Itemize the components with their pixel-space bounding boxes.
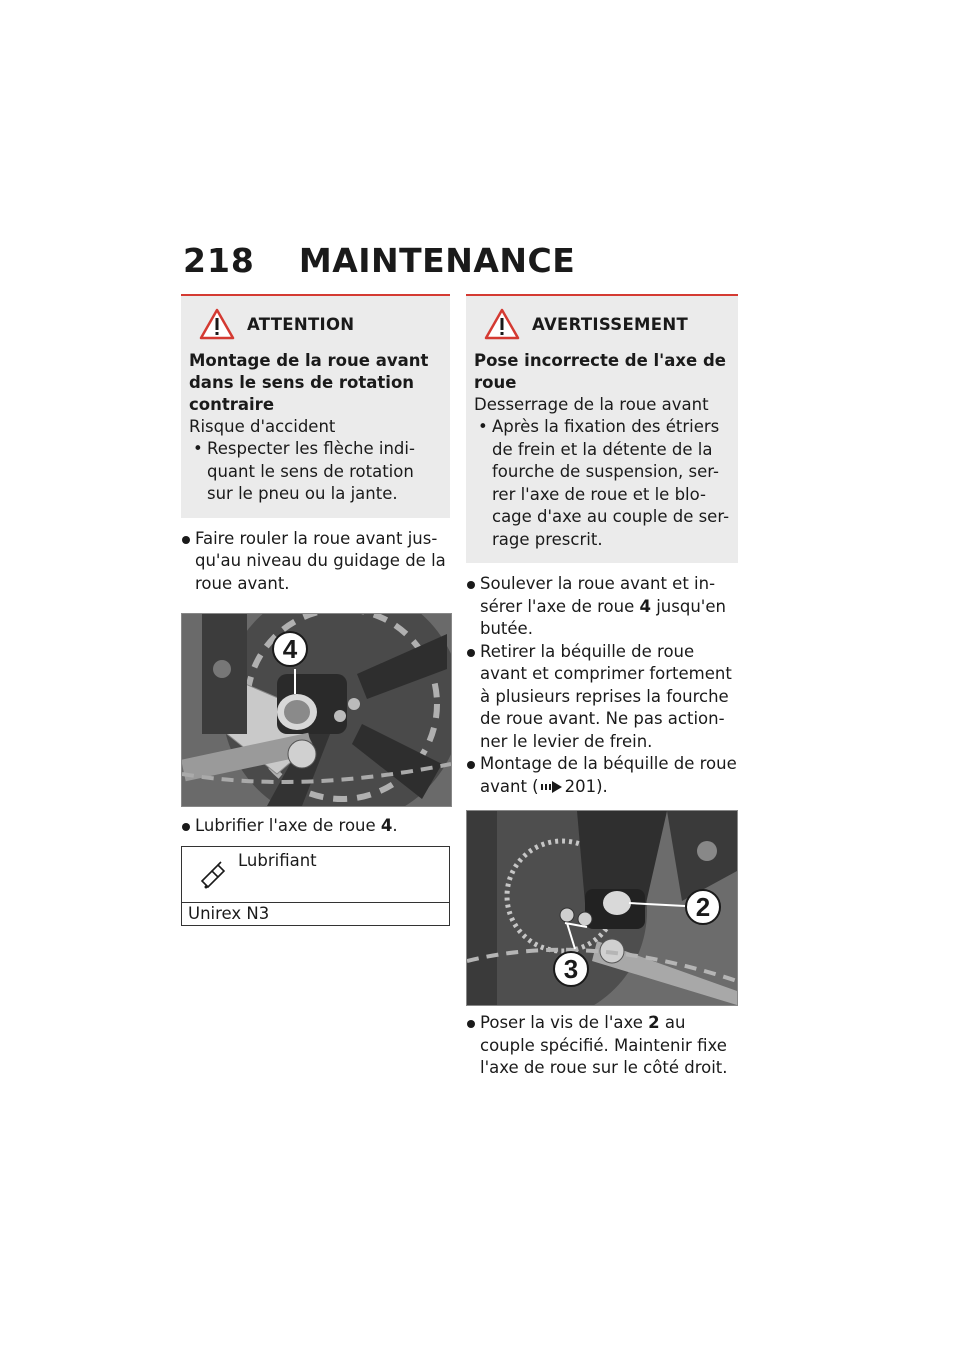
step-item: Montage de la béquille de roue avant ( 201). xyxy=(466,753,738,798)
warning-triangle-icon xyxy=(484,308,520,340)
warning-triangle-icon xyxy=(199,308,235,340)
right-column xyxy=(466,294,738,1080)
warning-list xyxy=(189,438,444,506)
warning-title: Pose incorrecte de l'axe de roue xyxy=(474,351,726,392)
warning-bullet: • Après la fixation des étriers de frein et la détente de la fourche de suspension, ser-rer l'axe de roue et le blo-cage d'axe au couple de ser-rage prescrit. xyxy=(474,416,732,551)
step-list xyxy=(181,528,450,596)
step-item: Lubrifier l'axe de roue 4. xyxy=(181,815,450,838)
page-header xyxy=(183,236,575,284)
step-item: Soulever la roue avant et in-sérer l'axe de roue 4 jusqu'en butée. xyxy=(466,573,738,641)
page-number: 218 xyxy=(183,240,255,280)
lubricant-spec-box xyxy=(181,846,450,926)
attention-box xyxy=(181,294,450,518)
figure-callout-4: 4 xyxy=(282,634,298,664)
figure-callout-3: 3 xyxy=(563,954,579,984)
warning-bullet: • Respecter les flèche indi-quant le sens de rotation sur le pneu ou la jante. xyxy=(189,438,444,506)
step-list xyxy=(466,1012,738,1080)
page-reference-arrow-icon xyxy=(541,781,563,793)
spec-value: Unirex N3 xyxy=(188,903,270,923)
warning-text: Desserrage de la roue avant xyxy=(474,395,709,414)
warning-text: Risque d'accident xyxy=(189,417,336,436)
warning-label: ATTENTION xyxy=(247,314,355,334)
step-item: Retirer la béquille de roue avant et comprimer fortement à plusieurs reprises la fourche de roue avant. Ne pas action-ner le levier de frein. xyxy=(466,641,738,754)
warning-list xyxy=(474,416,732,551)
left-column xyxy=(181,294,450,926)
front-axle-photo xyxy=(181,613,452,807)
step-item: Poser la vis de l'axe 2 au couple spécifié. Maintenir fixe l'axe de roue sur le côté droit. xyxy=(466,1012,738,1080)
warning-header xyxy=(199,308,444,340)
lubricant-icon xyxy=(198,859,228,889)
warning-header xyxy=(484,308,732,340)
step-list xyxy=(181,815,450,838)
spec-header xyxy=(182,847,449,903)
axle-screw-photo xyxy=(466,810,738,1006)
section-title: MAINTENANCE xyxy=(298,240,576,280)
page-reference[interactable]: 201 xyxy=(564,776,597,796)
avertissement-box xyxy=(466,294,738,563)
step-list xyxy=(466,573,738,798)
figure-callout-2: 2 xyxy=(695,892,711,922)
warning-title: Montage de la roue avant dans le sens de rotation contraire xyxy=(189,351,429,414)
spec-label: Lubrifiant xyxy=(238,850,317,870)
warning-label: AVERTISSEMENT xyxy=(532,314,689,334)
step-item: Faire rouler la roue avant jus-qu'au niveau du guidage de la roue avant. xyxy=(181,528,450,596)
